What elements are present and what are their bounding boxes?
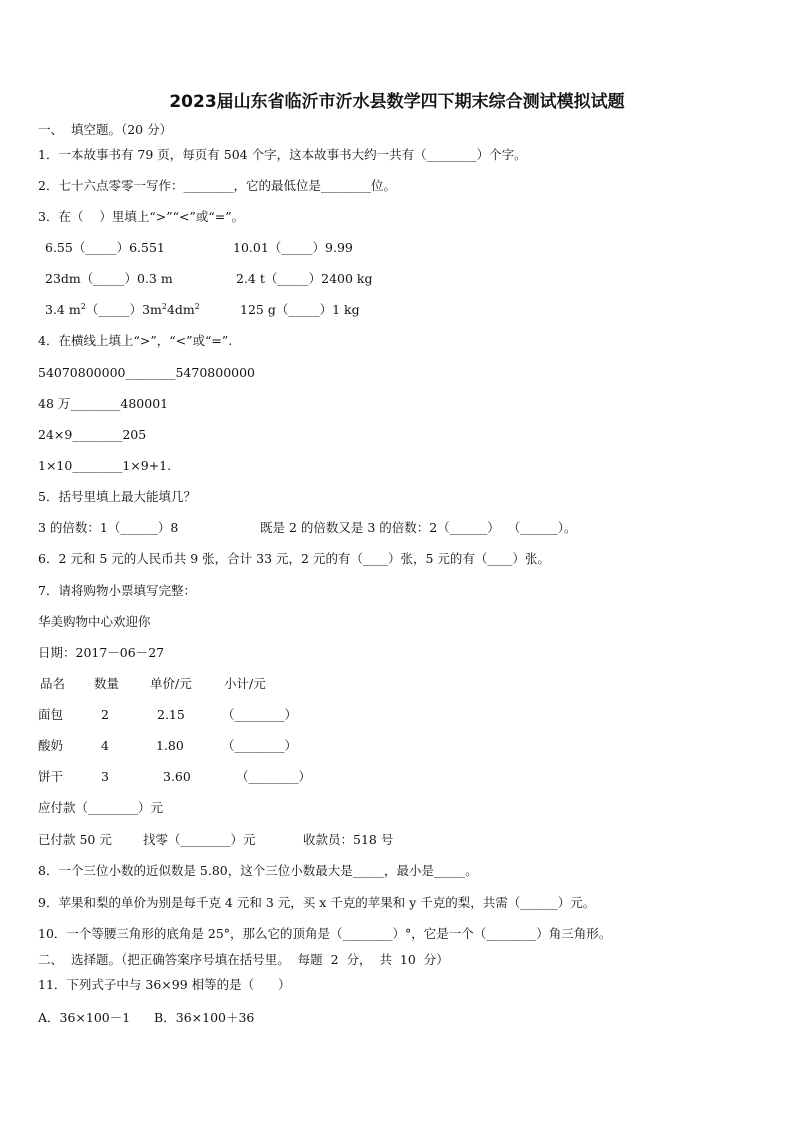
receipt-change: 找零（________）元 bbox=[143, 832, 256, 847]
receipt-row-subtotal: （________） bbox=[222, 738, 298, 753]
receipt-header-price: 单价/元 bbox=[150, 676, 192, 691]
receipt-payable: 应付款（________）元 bbox=[38, 800, 164, 815]
receipt-cashier: 收款员：518 号 bbox=[303, 832, 394, 847]
q4-line-2: 48 万________480001 bbox=[38, 396, 169, 411]
question-4-stem: 4．在横线上填上“>”，“<”或“=”. bbox=[38, 333, 233, 348]
question-11-stem: 11．下列式子中与 36×99 相等的是（ ） bbox=[38, 977, 291, 992]
receipt-date: 日期：2017－06－27 bbox=[38, 645, 165, 660]
section-heading-choice: 二、 选择题。（把正确答案序号填在括号里。 每题 2 分， 共 10 分） bbox=[38, 952, 449, 967]
receipt-row-name: 饼干 bbox=[38, 769, 64, 784]
question-9: 9．苹果和梨的单价为别是每千克 4 元和 3 元，买 x 千克的苹果和 y 千克的梨，共需（______）元。 bbox=[38, 895, 596, 910]
question-5-stem: 5．括号里填上最大能填几？ bbox=[38, 489, 196, 504]
q4-line-4: 1×10________1×9+1. bbox=[38, 458, 172, 473]
q3-row2-right: 2.4 t（_____）2400 kg bbox=[236, 271, 373, 286]
q3-row3-right: 125 g（_____）1 kg bbox=[240, 302, 360, 317]
q3-row3-left: 3.4 $m^2(\_\_\_\_\_)3m^24dm^2$ bbox=[45, 302, 200, 317]
section-heading-fill-in: 一、 填空题。（20 分） bbox=[38, 122, 173, 137]
receipt-row-name: 酸奶 bbox=[38, 738, 64, 753]
receipt-header-qty: 数量 bbox=[94, 676, 120, 691]
receipt-row-price: 3.60 bbox=[163, 769, 191, 784]
q5-part-a: 3 的倍数：1（______）8 bbox=[38, 520, 179, 535]
receipt-header-item: 品名 bbox=[40, 676, 66, 691]
receipt-paid: 已付款 50 元 bbox=[38, 832, 112, 847]
question-7-stem: 7．请将购物小票填写完整： bbox=[38, 583, 196, 598]
page-title: 2023届山东省临沂市沂水县数学四下期末综合测试模拟试题 bbox=[169, 92, 625, 112]
question-8: 8．一个三位小数的近似数是 5.80，这个三位小数最大是_____，最小是_____。 bbox=[38, 863, 478, 878]
q4-line-1: 54070800000________5470800000 bbox=[38, 365, 256, 380]
q3-row1-right: 10.01（_____）9.99 bbox=[233, 240, 353, 255]
question-6: 6．2 元和 5 元的人民币共 9 张，合计 33 元，2 元的有（____）张，5 元的有（____）张。 bbox=[38, 551, 550, 566]
receipt-row-price: 1.80 bbox=[156, 738, 184, 753]
receipt-store-name: 华美购物中心欢迎你 bbox=[38, 614, 151, 629]
question-10: 10．一个等腰三角形的底角是 25°，那么它的顶角是（________）°，它是一个（________）角三角形。 bbox=[38, 926, 612, 941]
question-11-options: A．36×100－1 B．36×100＋36 bbox=[38, 1010, 255, 1025]
receipt-row-price: 2.15 bbox=[157, 707, 185, 722]
receipt-header-subtotal: 小计/元 bbox=[224, 676, 266, 691]
receipt-row-qty: 4 bbox=[101, 738, 109, 753]
question-3-stem: 3．在（ ）里填上“>”“<”或“=”。 bbox=[38, 209, 245, 224]
receipt-row-qty: 2 bbox=[101, 707, 109, 722]
q5-part-b: 既是 2 的倍数又是 3 的倍数：2（______） （______）。 bbox=[260, 520, 577, 535]
q3-row2-left: 23dm（_____）0.3 m bbox=[45, 271, 173, 286]
receipt-row-qty: 3 bbox=[101, 769, 109, 784]
receipt-row-subtotal: （________） bbox=[236, 769, 312, 784]
q4-line-3: 24×9________205 bbox=[38, 427, 147, 442]
question-2: 2．七十六点零零一写作：________，它的最低位是________位。 bbox=[38, 178, 396, 193]
receipt-row-name: 面包 bbox=[38, 707, 64, 722]
q3-row1-left: 6.55（_____）6.551 bbox=[45, 240, 165, 255]
question-1: 1．一本故事书有 79 页，每页有 504 个字，这本故事书大约一共有（________）个字。 bbox=[38, 147, 527, 162]
receipt-row-subtotal: （________） bbox=[222, 707, 298, 722]
